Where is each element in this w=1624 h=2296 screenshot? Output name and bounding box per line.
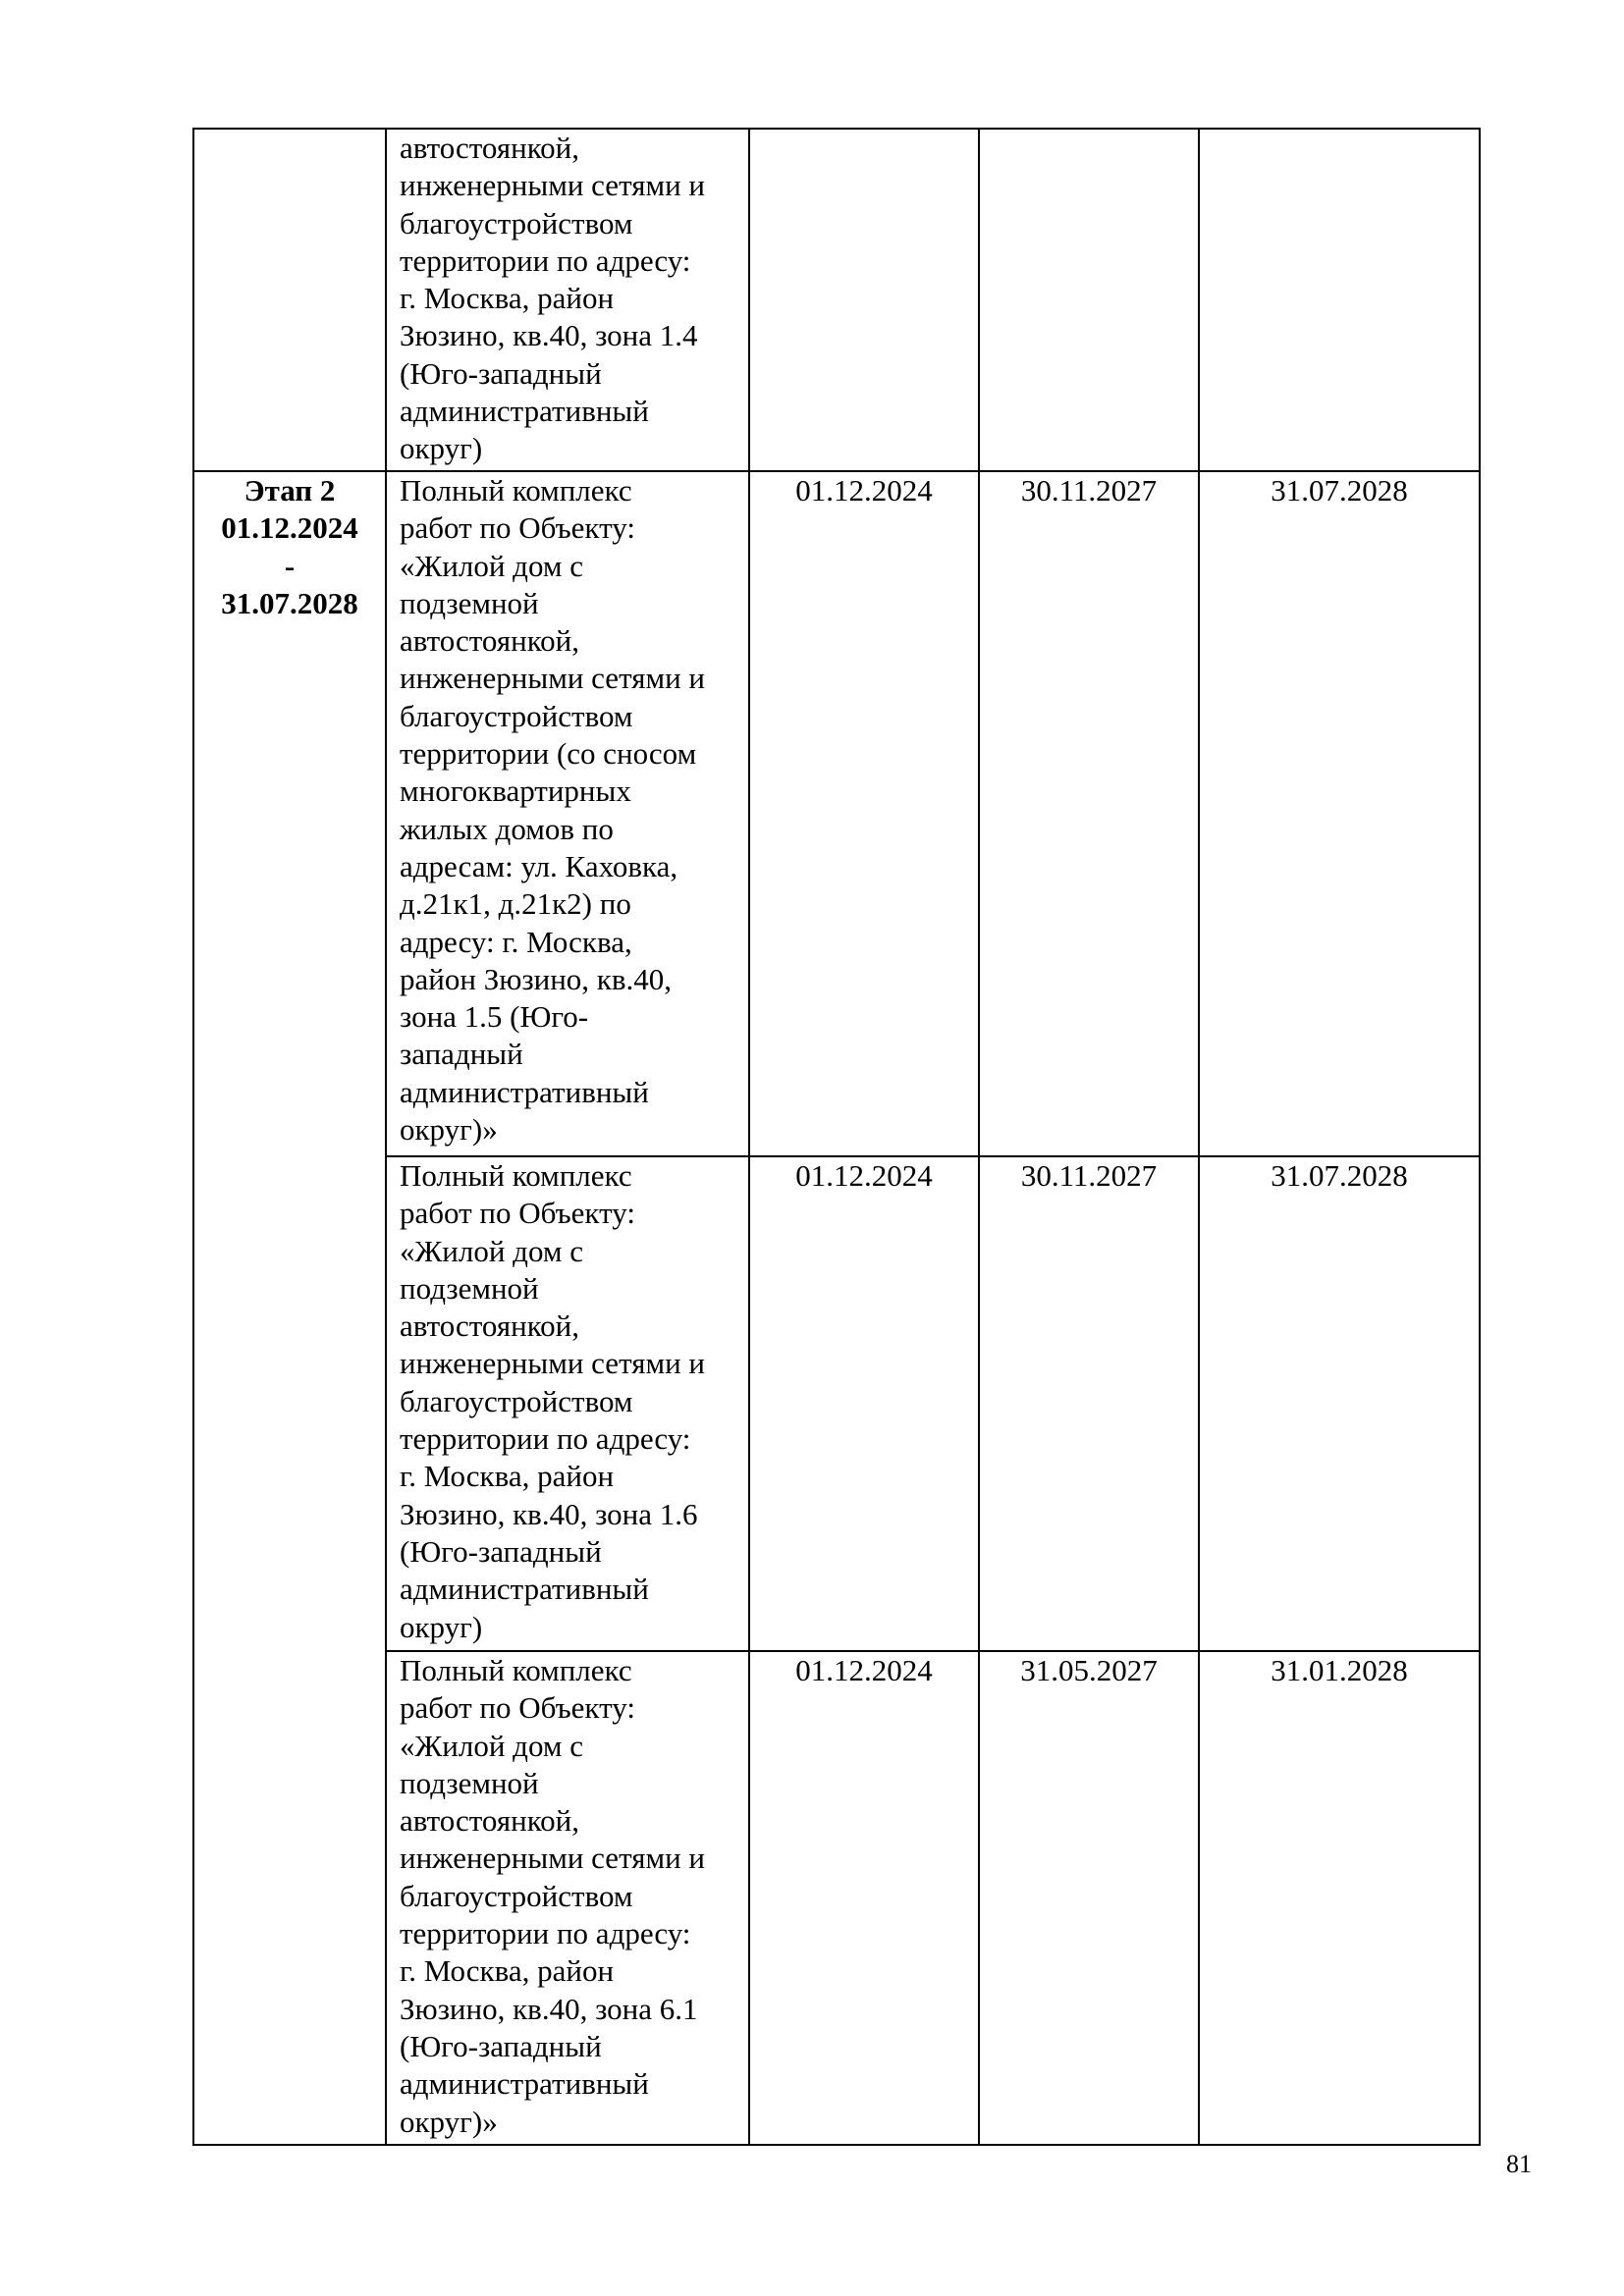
work-description: автостоянкой, инженерными сетями и благоустройством территории по адресу: г. Москва, район Зюзино, кв.40, зона 1.4 (Юго-западный административный округ) bbox=[400, 131, 706, 466]
table-row bbox=[193, 471, 1480, 1156]
final-date-cell: 31.01.2028 bbox=[1199, 1651, 1480, 2145]
table-row bbox=[193, 1651, 1480, 2145]
table-row bbox=[193, 129, 1480, 471]
stage-cell bbox=[193, 129, 386, 471]
work-description-cell bbox=[386, 129, 749, 471]
work-description-cell bbox=[386, 471, 749, 1156]
stage-dash: - bbox=[284, 548, 296, 583]
work-description: Полный комплекс работ по Объекту: «Жилой дом с подземной автостоянкой, инженерными сетями и благоустройством территории по адресу: г. Москва, район Зюзино, кв.40, зона 6.1 (Юго-западный административный округ)» bbox=[400, 1653, 706, 2139]
work-description: Полный комплекс работ по Объекту: «Жилой дом с подземной автостоянкой, инженерными сетями и благоустройством территории (со сносом многоквартирных жилых домов по адресам: ул. Каховка, д.21к1, д.21к2) по адресу: г. Москва, район Зюзино, кв.40, зона 1.5 (Юго- западный административный округ)» bbox=[400, 473, 706, 1148]
stage-end-date: 31.07.2028 bbox=[221, 585, 358, 620]
page-number: 81 bbox=[1506, 2150, 1532, 2178]
work-description-cell bbox=[386, 1651, 749, 2145]
stage-cell bbox=[193, 471, 386, 2145]
start-date-cell: 01.12.2024 bbox=[749, 1156, 979, 1651]
end-date-cell: 30.11.2027 bbox=[979, 1156, 1199, 1651]
work-description: Полный комплекс работ по Объекту: «Жилой дом с подземной автостоянкой, инженерными сетями и благоустройством территории по адресу: г. Москва, район Зюзино, кв.40, зона 1.6 (Юго-западный административный округ) bbox=[400, 1158, 706, 1644]
end-date-cell: 31.05.2027 bbox=[979, 1651, 1199, 2145]
end-date-cell: 30.11.2027 bbox=[979, 471, 1199, 1156]
final-date-cell: 31.07.2028 bbox=[1199, 471, 1480, 1156]
final-date-cell: 31.07.2028 bbox=[1199, 1156, 1480, 1651]
schedule-table bbox=[192, 128, 1481, 2146]
end-date-cell bbox=[979, 129, 1199, 471]
stage-title: Этап 2 bbox=[244, 473, 336, 507]
work-description-cell bbox=[386, 1156, 749, 1651]
start-date-cell: 01.12.2024 bbox=[749, 1651, 979, 2145]
start-date-cell bbox=[749, 129, 979, 471]
stage-start-date: 01.12.2024 bbox=[221, 510, 358, 546]
start-date-cell: 01.12.2024 bbox=[749, 471, 979, 1156]
final-date-cell bbox=[1199, 129, 1480, 471]
table-row bbox=[193, 1156, 1480, 1651]
